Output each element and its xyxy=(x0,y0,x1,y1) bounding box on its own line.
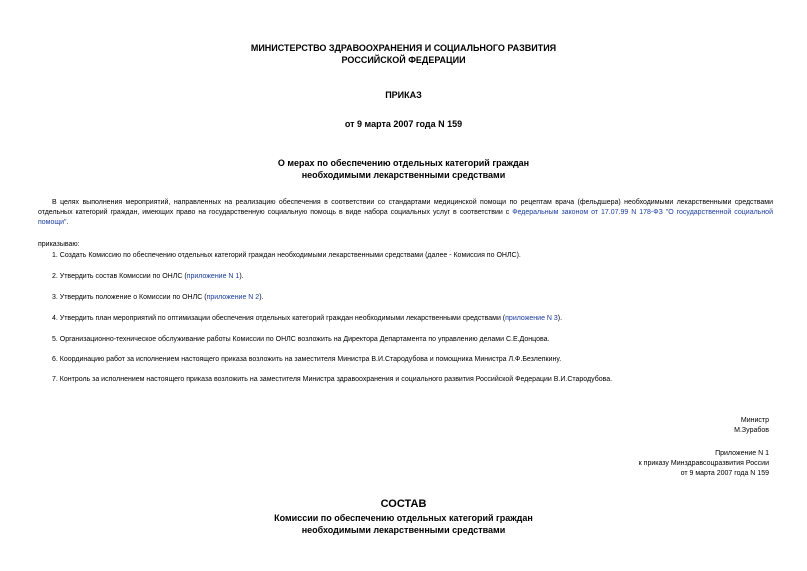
item-text: 2. Утвердить состав Комиссии по ОНЛС ( xyxy=(52,273,187,280)
appendix-2-link[interactable]: приложение N 2 xyxy=(206,294,260,301)
order-item-2 xyxy=(52,272,772,282)
sostav-heading: СОСТАВ xyxy=(380,498,427,510)
federal-law-link[interactable]: Федеральным законом от 17.07.99 N 178-ФЗ "О государственной социальной помощи" xyxy=(38,209,773,226)
date-number: от 9 марта 2007 года N 159 xyxy=(344,119,463,129)
order-item-6 xyxy=(52,355,772,365)
signature-position: Министр xyxy=(740,417,769,424)
order-item-7 xyxy=(52,375,772,385)
title-line-1: О мерах по обеспечению отдельных категорий граждан xyxy=(277,158,530,168)
intro-text: В целях выполнения мероприятий, направленных на реализацию обеспечения в соответствии со стандартами медицинской помощи по рецептам врача (фельдшера) необходимыми лекарственными средствами отдельных категорий граждан, имеющих право на государственную социальную помощь в виде набора социальных услуг в соответствии с xyxy=(38,199,773,216)
item-end: ). xyxy=(239,273,244,280)
item-end: ). xyxy=(557,315,563,322)
ministry-line-2: РОССИЙСКОЙ ФЕДЕРАЦИИ xyxy=(341,55,466,65)
order-item-4 xyxy=(52,314,772,324)
sostav-line-1: Комиссии по обеспечению отдельных категорий граждан xyxy=(274,513,533,523)
intro-end: . xyxy=(66,219,69,226)
document-title xyxy=(0,157,807,181)
prikazyvayu-label: приказываю: xyxy=(38,241,80,248)
appendix-reference xyxy=(469,449,769,479)
appendix-line-1: Приложение N 1 xyxy=(715,450,769,457)
appendix-3-link[interactable]: приложение N 3 xyxy=(505,315,558,322)
signature-name: М.Зурабов xyxy=(734,427,769,434)
item-text: 1. Создать Комиссию по обеспечению отдельных категорий граждан необходимыми лекарственными средствами (далее - Комиссия по ОНЛС). xyxy=(52,252,521,259)
item-text: 7. Контроль за исполнением настоящего приказа возложить на заместителя Министра здравоохранения и социального развития Российской Федерации В.И.Стародубова. xyxy=(52,376,613,383)
item-text: 4. Утвердить план мероприятий по оптимизации обеспечения отдельных категорий граждан необходимыми лекарственными средствами ( xyxy=(52,315,506,322)
item-text: 5. Организационно-техническое обслуживание работы Комиссии по ОНЛС возложить на Директора Департамента по управлению делами С.Е.Донцова. xyxy=(52,336,550,343)
title-line-2: необходимыми лекарственными средствами xyxy=(301,170,506,180)
item-end: ). xyxy=(259,294,264,301)
order-item-5 xyxy=(52,335,772,345)
intro-paragraph xyxy=(38,198,773,228)
item-text: 6. Координацию работ за исполнением настоящего приказа возложить на заместителя Министра В.И.Стародубова и помощника Министра Л.Ф.Безлепкину. xyxy=(52,356,562,363)
doc-type-heading: ПРИКАЗ xyxy=(385,90,422,100)
appendix-line-3: от 9 марта 2007 года N 159 xyxy=(680,470,769,477)
sostav-subtitle xyxy=(0,512,807,536)
ministry-heading xyxy=(0,42,807,66)
sostav-line-2: необходимыми лекарственными средствами xyxy=(301,525,506,535)
appendix-1-link[interactable]: приложение N 1 xyxy=(186,273,240,280)
order-item-1 xyxy=(52,251,772,261)
item-text: 3. Утвердить положение о Комиссии по ОНЛС ( xyxy=(52,294,207,301)
ministry-line-1: МИНИСТЕРСТВО ЗДРАВООХРАНЕНИЯ И СОЦИАЛЬНОГО РАЗВИТИЯ xyxy=(250,43,557,53)
appendix-line-2: к приказу Минздравсоцразвития России xyxy=(638,460,769,467)
order-item-3 xyxy=(52,293,772,303)
signature-block xyxy=(469,416,769,436)
